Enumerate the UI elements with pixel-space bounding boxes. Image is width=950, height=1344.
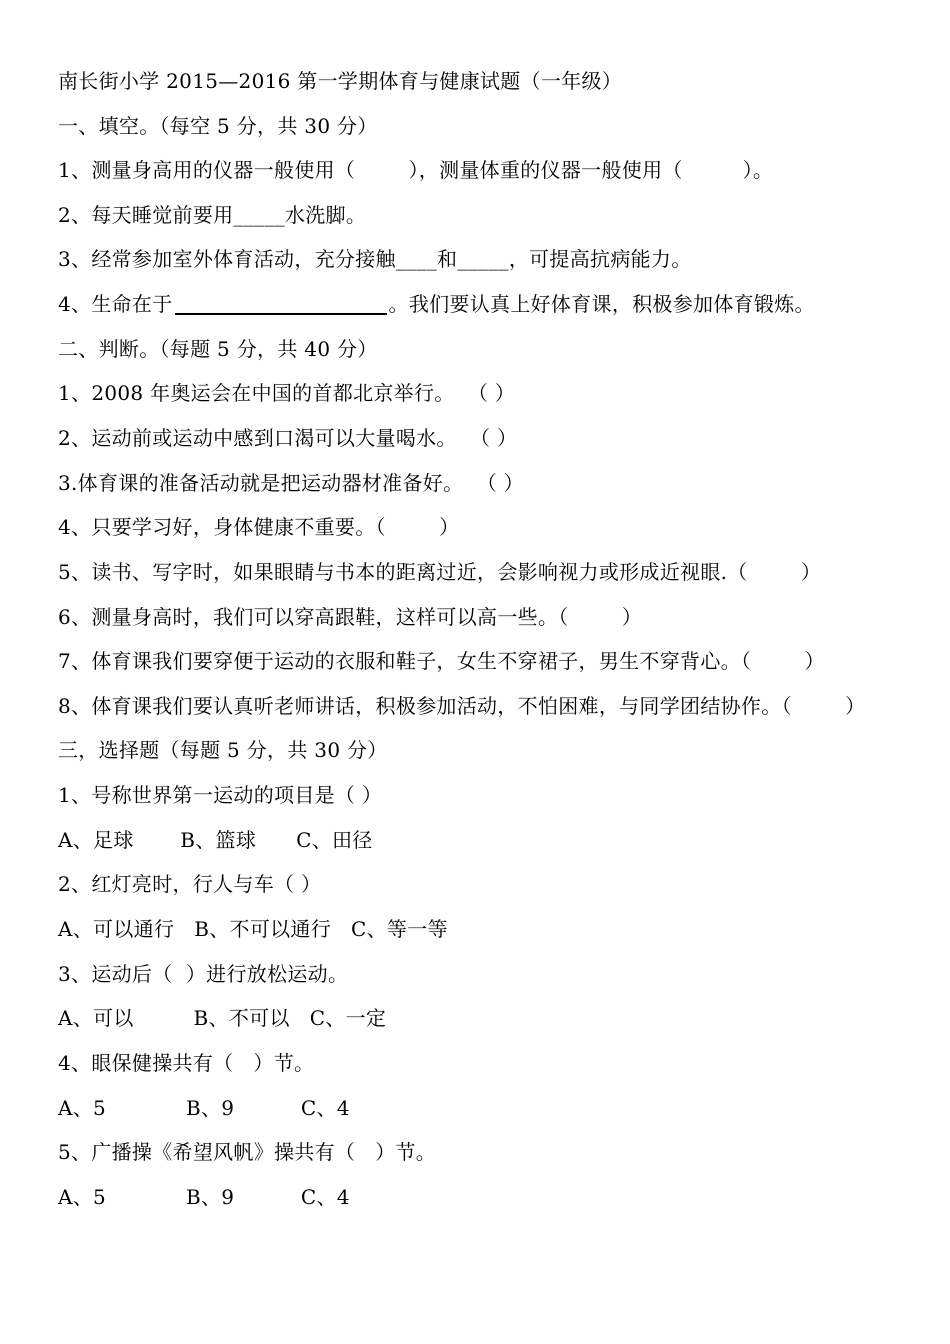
- exam-title: 南长街小学 2015—2016 第一学期体育与健康试题（一年级）: [58, 69, 623, 93]
- choice-question-3: 3、运动后（ ）进行放松运动。: [58, 962, 349, 986]
- judge-question-5: 5、读书、写字时，如果眼睛与书本的距离过近，会影响视力或形成近视眼.（ ）: [58, 560, 822, 584]
- choice-question-1: 1、号称世界第一运动的项目是（ ）: [58, 783, 383, 807]
- choice-options-2: A、可以通行 B、不可以通行 C、等一等: [58, 917, 448, 941]
- fill-question-1: 1、测量身高用的仪器一般使用（ ），测量体重的仪器一般使用（ ）。: [58, 158, 774, 182]
- answer-blank-line: [175, 293, 387, 315]
- choice-options-3: A、可以 B、不可以 C、一定: [58, 1006, 387, 1030]
- judge-question-1: 1、2008 年奥运会在中国的首都北京举行。 （ ）: [58, 381, 516, 405]
- judge-question-7: 7、体育课我们要穿便于运动的衣服和鞋子，女生不穿裙子，男生不穿背心。（ ）: [58, 649, 825, 673]
- fill-question-2: 2、每天睡觉前要用_____水洗脚。: [58, 203, 367, 227]
- judge-question-8: 8、体育课我们要认真听老师讲话，积极参加活动，不怕困难，与同学团结协作。（ ）: [58, 694, 866, 718]
- section-choice-heading: 三，选择题（每题 5 分，共 30 分）: [58, 738, 388, 762]
- choice-question-5: 5、广播操《希望风帆》操共有（ ）节。: [58, 1140, 437, 1164]
- choice-options-4: A、5 B、9 C、4: [58, 1096, 350, 1120]
- judge-question-3: 3.体育课的准备活动就是把运动器材准备好。 （ ）: [58, 471, 524, 495]
- choice-question-2: 2、红灯亮时，行人与车（ ）: [58, 872, 322, 896]
- judge-question-4: 4、只要学习好，身体健康不重要。（ ）: [58, 515, 460, 539]
- judge-question-6: 6、测量身高时，我们可以穿高跟鞋，这样可以高一些。（ ）: [58, 605, 643, 629]
- choice-question-4: 4、眼保健操共有（ ）节。: [58, 1051, 315, 1075]
- judge-question-2: 2、运动前或运动中感到口渴可以大量喝水。 （ ）: [58, 426, 518, 450]
- fill-question-4-before: 4、生命在于: [58, 292, 173, 316]
- choice-options-1: A、足球 B、篮球 C、田径: [58, 828, 373, 852]
- fill-question-4-after: 。我们要认真上好体育课，积极参加体育锻炼。: [388, 292, 815, 316]
- fill-question-3: 3、经常参加室外体育活动，充分接触____和_____，可提高抗病能力。: [58, 247, 692, 271]
- section-judge-heading: 二、判断。（每题 5 分，共 40 分）: [58, 337, 378, 361]
- choice-options-5: A、5 B、9 C、4: [58, 1185, 350, 1209]
- fill-question-4: [58, 289, 815, 319]
- section-fill-heading: 一、填空。（每空 5 分，共 30 分）: [58, 114, 378, 138]
